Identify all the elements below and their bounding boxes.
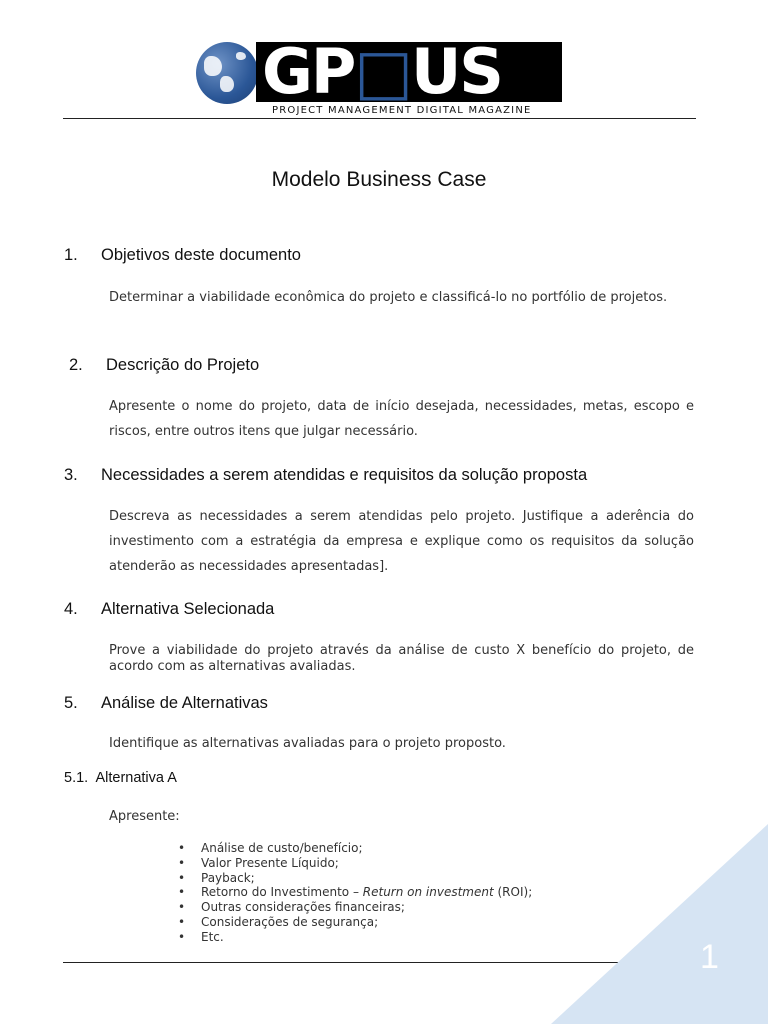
list-item: • Considerações de segurança; <box>178 915 532 930</box>
section-text-1: Determinar a viabilidade econômica do projeto e classificá-lo no portfólio de projetos. <box>109 290 668 305</box>
logo-tagline: PROJECT MANAGEMENT DIGITAL MAGAZINE <box>272 105 532 116</box>
section-text-3: Descreva as necessidades a serem atendidas pelo projeto. Justifique a aderência do investimento com a estratégia da empresa e explique como os requisitos da solução atenderão as necessidades apresentadas]. <box>109 509 694 574</box>
header-divider <box>63 118 696 119</box>
bullet-list <box>178 841 532 945</box>
globe-icon <box>196 42 258 104</box>
list-item: • Valor Presente Líquido; <box>178 856 532 871</box>
logo-wordmark: GP□US <box>256 42 562 102</box>
section-heading-4: 4. Alternativa Selecionada <box>64 600 275 618</box>
document-title: Modelo Business Case <box>271 168 487 191</box>
list-item: • Payback; <box>178 871 532 886</box>
list-item: • Análise de custo/benefício; <box>178 841 532 856</box>
corner-decoration <box>551 824 768 1024</box>
section-heading-3: 3. Necessidades a serem atendidas e requisitos da solução proposta <box>64 466 588 484</box>
subsection-heading: 5.1. Alternativa A <box>64 770 177 786</box>
section-heading-2: 2. Descrição do Projeto <box>69 356 260 374</box>
list-item: • Retorno do Investimento – Return on investment (ROI); <box>178 885 532 900</box>
list-item: • Outras considerações financeiras; <box>178 900 532 915</box>
list-item: • Etc. <box>178 930 532 945</box>
section-text-5: Identifique as alternativas avaliadas para o projeto proposto. <box>109 736 506 751</box>
section-heading-1: 1. Objetivos deste documento <box>64 246 301 264</box>
magazine-logo <box>196 42 564 118</box>
section-text-2: Apresente o nome do projeto, data de início desejada, necessidades, metas, escopo e riscos, entre outros itens que julgar necessário. <box>109 399 694 439</box>
page-number: 1 <box>700 938 719 976</box>
footer-divider <box>63 962 618 963</box>
section-heading-5: 5. Análise de Alternativas <box>64 694 268 712</box>
section-text-4: Prove a viabilidade do projeto através da análise de custo X benefício do projeto, de acordo com as alternativas avaliadas. <box>109 643 694 674</box>
subsection-intro: Apresente: <box>109 809 180 824</box>
